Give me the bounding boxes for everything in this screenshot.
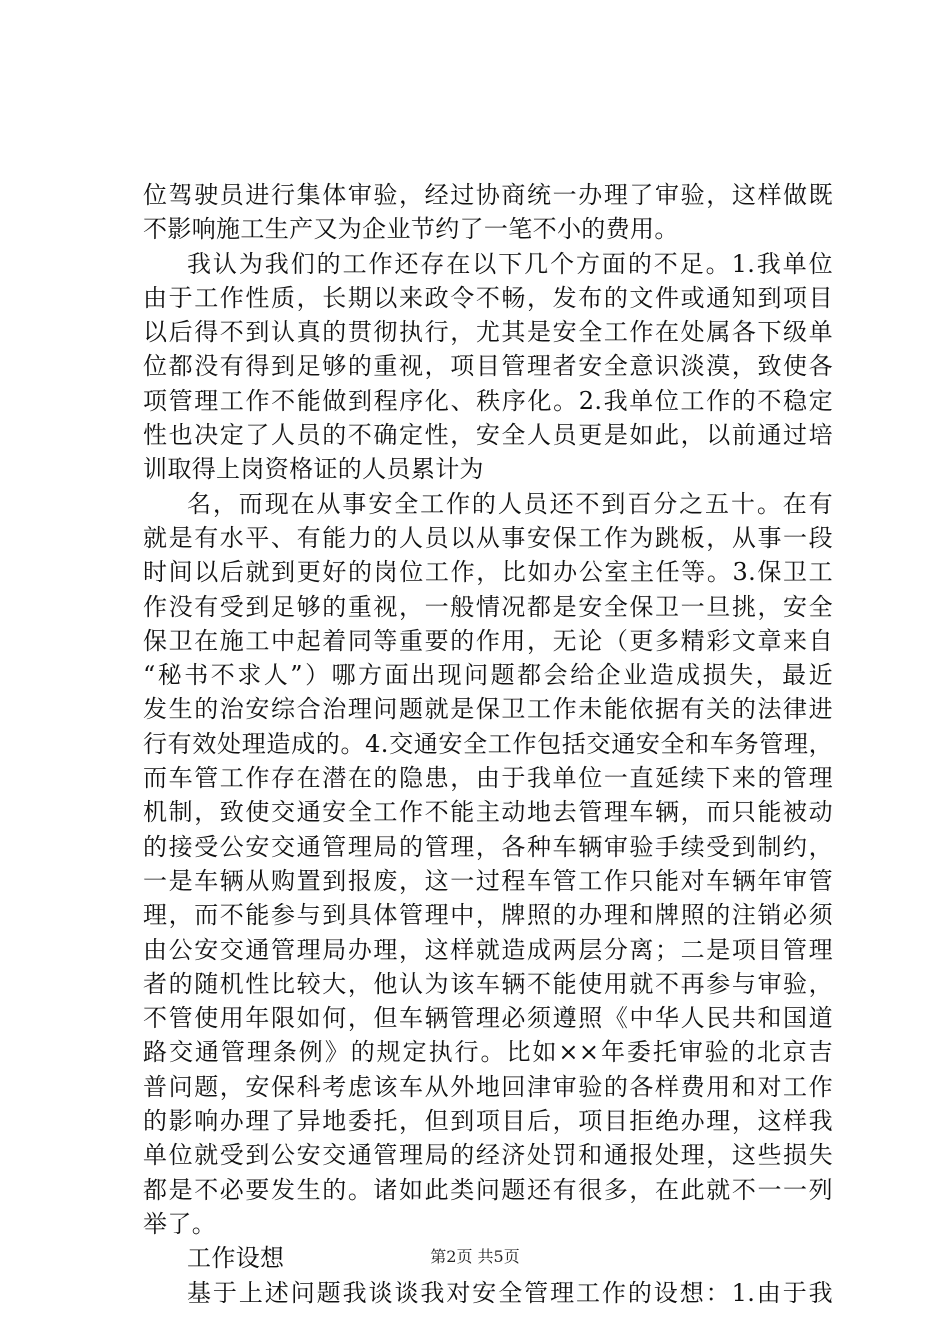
- text-line: 以后得不到认真的贯彻执行，尤其是安全工作在处属各下级单: [143, 318, 833, 347]
- text-line: 我认为我们的工作还存在以下几个方面的不足。1.我单位: [187, 249, 833, 278]
- document-body: [143, 178, 833, 1310]
- text-line: 项管理工作不能做到程序化、秩序化。2.我单位工作的不稳定: [143, 386, 833, 415]
- text-line: “秘书不求人”）哪方面出现问题都会给企业造成损失，最近: [143, 661, 833, 690]
- text-line: 位都没有得到足够的重视，项目管理者安全意识淡漠，致使各: [143, 352, 833, 381]
- text-line: 由公安交通管理局办理，这样就造成两层分离；二是项目管理: [143, 935, 833, 964]
- text-line: 理，而不能参与到具体管理中，牌照的办理和牌照的注销必须: [143, 901, 833, 930]
- text-line: 机制，致使交通安全工作不能主动地去管理车辆，而只能被动: [143, 798, 833, 827]
- text-line: 的接受公安交通管理局的管理，各种车辆审验手续受到制约，: [143, 832, 833, 861]
- text-line: 就是有水平、有能力的人员以从事安保工作为跳板，从事一段: [143, 523, 833, 552]
- page-number-footer: 第2页 共5页: [430, 1247, 520, 1266]
- text-line: 保卫在施工中起着同等重要的作用，无论（更多精彩文章来自: [143, 626, 833, 655]
- text-line: 的影响办理了异地委托，但到项目后，项目拒绝办理，这样我: [143, 1107, 833, 1136]
- text-line: 者的随机性比较大，他认为该车辆不能使用就不再参与审验，: [143, 969, 833, 998]
- text-line: 不管使用年限如何，但车辆管理必须遵照《中华人民共和国道: [143, 1004, 833, 1033]
- text-line: 行有效处理造成的。4.交通安全工作包括交通安全和车务管理，: [143, 729, 833, 758]
- text-line: 名，而现在从事安全工作的人员还不到百分之五十。在有: [187, 489, 833, 518]
- text-line: 普问题，安保科考虑该车从外地回津审验的各样费用和对工作: [143, 1072, 833, 1101]
- text-line: 都是不必要发生的。诸如此类问题还有很多，在此就不一一列: [143, 1175, 833, 1204]
- text-line: 位驾驶员进行集体审验，经过协商统一办理了审验，这样做既: [143, 181, 833, 209]
- text-line: 举了。: [143, 1209, 217, 1238]
- text-line: 发生的治安综合治理问题就是保卫工作未能依据有关的法律进: [143, 695, 833, 724]
- text-line: 训取得上岗资格证的人员累计为: [143, 455, 484, 484]
- text-line: 不影响施工生产又为企业节约了一笔不小的费用。: [143, 215, 679, 244]
- text-line: 一是车辆从购置到报废，这一过程车管工作只能对车辆年审管: [143, 866, 833, 895]
- text-line: 单位就受到公安交通管理局的经济处罚和通报处理，这些损失: [143, 1141, 833, 1170]
- section-heading: 工作设想: [187, 1244, 285, 1273]
- text-line: 性也决定了人员的不确定性，安全人员更是如此，以前通过培: [143, 421, 833, 450]
- text-line: 由于工作性质，长期以来政令不畅，发布的文件或通知到项目: [143, 283, 833, 312]
- text-line: 基于上述问题我谈谈我对安全管理工作的设想：1.由于我: [187, 1278, 833, 1307]
- text-line: 时间以后就到更好的岗位工作，比如办公室主任等。3.保卫工: [143, 558, 833, 587]
- text-line: 路交通管理条例》的规定执行。比如××年委托审验的北京吉: [143, 1038, 833, 1067]
- text-line: 作没有受到足够的重视，一般情况都是安全保卫一旦挑，安全: [143, 592, 833, 621]
- text-line: 而车管工作存在潜在的隐患，由于我单位一直延续下来的管理: [143, 764, 833, 793]
